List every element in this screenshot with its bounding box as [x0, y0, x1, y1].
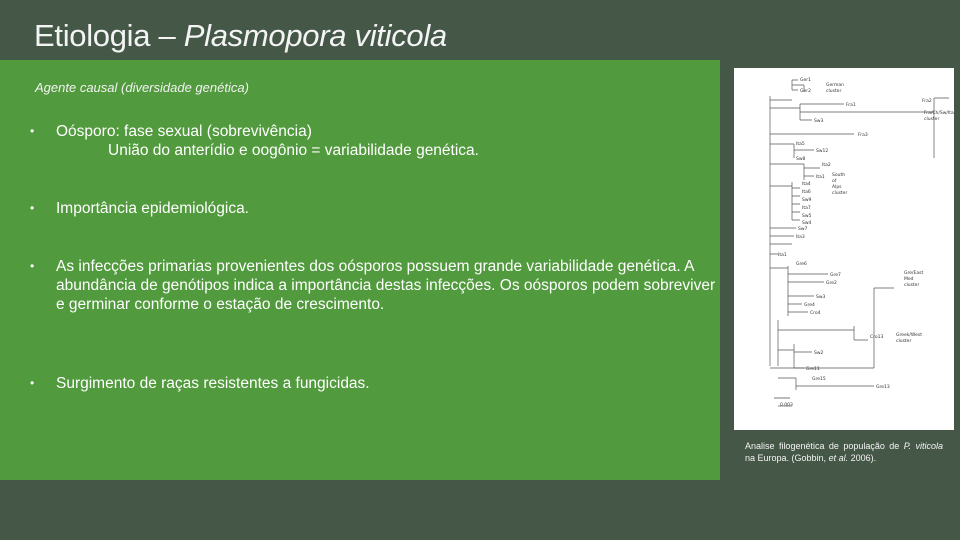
tree-leaf-label: Ger2 — [800, 89, 811, 94]
tree-leaf-label: Sw3 — [816, 295, 826, 300]
caption-etal: et al. — [828, 453, 849, 463]
tree-cluster-label: German cluster — [826, 83, 845, 94]
tree-leaf-label: Sw4 — [802, 221, 812, 226]
tree-leaf-label: Ita7 — [802, 206, 811, 211]
tree-leaf-label: Sw7 — [798, 227, 808, 232]
bullet-text: Importância epidemiológica. — [56, 200, 249, 217]
tree-leaf-label: Sw12 — [816, 149, 829, 154]
caption-prefix: Analise filogenética de população de — [745, 441, 904, 451]
bullet-text: As infecções primarias provenientes dos oósporos possuem grande variabilidade genética. A abundância de genótipos indica a importância destas infecções. Os oósporos podem sobreviver e germinar conforme o estação de crescimento. — [56, 258, 716, 313]
tree-leaf-label: Ita5 — [796, 142, 805, 147]
tree-leaf-label: Gre15 — [812, 377, 826, 382]
phylogenetic-tree-figure — [734, 68, 954, 430]
tree-leaf-label: Sw8 — [796, 157, 806, 162]
caption-middle: na Europa. (Gobbin, — [745, 453, 829, 463]
tree-leaf-label: Ita1 — [816, 175, 825, 180]
tree-leaf-label: Ita3 — [796, 235, 805, 240]
caption-species: P. viticola — [903, 441, 943, 451]
bullet-text: Surgimento de raças resistentes a fungicidas. — [56, 375, 370, 392]
tree-cluster-label: Gre/East Med cluster — [904, 271, 924, 288]
tree-cluster-label: Fra/Ch/Sw/Ita cluster — [924, 111, 954, 122]
tree-leaf-label: Gre6 — [796, 262, 807, 267]
bullet-marker: • — [30, 201, 35, 215]
scale-label: 0.003 — [780, 403, 793, 408]
bullet-subtext: União do anterídio e oogônio = variabilidade genética. — [108, 142, 479, 159]
slide-title — [34, 18, 447, 54]
tree-leaf-label: Gre13 — [876, 385, 890, 390]
tree-cluster-label: Greek/West cluster — [896, 333, 922, 344]
cluster-label-group — [826, 82, 954, 344]
tree-leaf-label: Sw5 — [802, 214, 812, 219]
caption-suffix: 2006). — [848, 453, 877, 463]
tree-leaf-label: Sw3 — [814, 119, 824, 124]
figure-caption — [745, 440, 943, 464]
tree-leaf-label: Sw2 — [814, 351, 824, 356]
tree-leaf-label: Ita2 — [822, 163, 831, 168]
tree-cluster-label: Fra2 — [922, 99, 932, 104]
leaf-label-group — [778, 77, 890, 390]
bullet-text: Oósporo: fase sexual (sobrevivência) — [56, 123, 312, 140]
phylogenetic-tree — [734, 68, 954, 430]
tree-cluster-label: South of Alps cluster — [832, 173, 848, 196]
tree-leaf-label: Ita1 — [778, 253, 787, 258]
tree-leaf-label: Gre11 — [806, 367, 820, 372]
tree-leaf-label: Gre4 — [804, 303, 815, 308]
tree-leaf-label: Fra1 — [846, 103, 856, 108]
bullet-marker: • — [30, 376, 35, 390]
tree-branches — [770, 80, 949, 406]
tree-leaf-label: Cro4 — [810, 311, 821, 316]
tree-leaf-label: Gre7 — [830, 273, 841, 278]
tree-leaf-label: Ita4 — [802, 182, 811, 187]
bullet-marker: • — [30, 124, 35, 138]
tree-leaf-label: Sw9 — [802, 198, 812, 203]
subtitle: Agente causal (diversidade genética) — [35, 80, 249, 95]
tree-leaf-label: Fra3 — [858, 133, 868, 138]
tree-leaf-label: Ita6 — [802, 190, 811, 195]
tree-leaf-label: Ger1 — [800, 78, 811, 83]
bullet-marker: • — [30, 259, 35, 273]
title-italic: Plasmopora viticola — [183, 18, 447, 53]
tree-leaf-label: Cro13 — [870, 335, 884, 340]
title-main: Etiologia – — [34, 18, 184, 53]
tree-leaf-label: Gre2 — [826, 281, 837, 286]
